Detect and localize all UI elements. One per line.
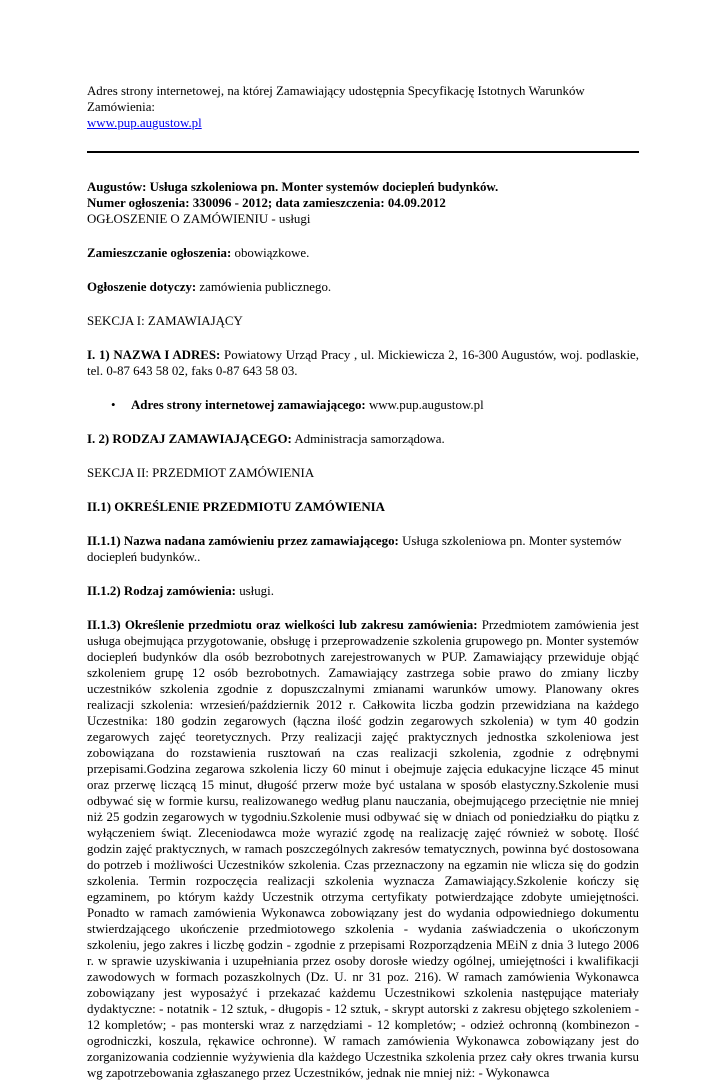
ii13-label: II.1.3) Określenie przedmiotu oraz wielkości lub zakresu zamówienia: (87, 618, 478, 632)
concerns-value: zamówienia publicznego. (199, 280, 332, 294)
ii13-value: Przedmiotem zamówienia jest usługa obejmująca przygotowanie, obsługę i przeprowadzenie szkolenia grupowego pn. Monter systemów dociepleń budynków dla osób bezrobotnych zarejestrowanych w PUP. Zamawiający przewiduje objąć szkoleniem grupę 12 osób bezrobotnych. Zamawiający zastrzega sobie prawo do zmiany liczby uczestników szkolenia zgodnie z dopuszczalnymi zmianami warunków umowy. Planowany okres realizacji szkolenia: wrzesień/październik 2012 r. Całkowita liczba godzin przewidziana na każdego Uczestnika: 180 godzin zegarowych (łączna ilość godzin zegarowych szkolenia) w tym 40 godzin zegarowych zajęć teoretycznych. Przy realizacji zajęć praktycznych jednostka szkoleniowa jest zobowiązana do rozstawienia rusztowań na czas realizacji szkolenia, zgodnie z odrębnymi przepisami.Godzina zegarowa szkolenia liczy 60 minut i obejmuje zajęcia edukacyjne liczące 45 minut oraz przerwę liczącą 15 minut, długość przerw może być ustalana w sposób elastyczny.Szkolenie musi odbywać się w formie kursu, realizowanego według planu nauczania, obejmującego przeciętnie nie mniej niż 25 godzin zegarowych w tygodniu.Szkolenie musi odbywać się w dniach od poniedziałku do piątku z wyłączeniem świąt. Zleceniodawca może wyrazić zgodę na realizację zajęć również w sobotę. Ilość godzin zajęć praktycznych, w ramach poszczególnych zakresów tematycznych, powinna być dostosowana do potrzeb i możliwości Uczestników szkolenia. Czas przeznaczony na egzamin nie wlicza się do godzin szkolenia. Termin rozpoczęcia realizacji szkolenia wyznacza Zamawiający.Szkolenie kończy się egzaminem, po którym każdy Uczestnik otrzyma certyfikaty potwierdzające zdobyte umiejętności. Ponadto w ramach zamówienia Wykonawca zobowiązany jest do wydania odpowiedniego dokumentu stwierdzającego ukończenie przedmiotowego szkolenia - wydania zaświadczenia o ukończonym szkoleniu, jego zakres i liczbę godzin - zgodnie z przepisami Rozporządzenia MEiN z dnia 3 lutego 2006 r. w sprawie uzyskiwania i uzupełniania przez osoby dorosłe wiedzy ogólnej, umiejętności i kwalifikacji zawodowych w formach pozaszkolnych (Dz. U. nr 31 poz. 216). W ramach zamówienia Wykonawca zobowiązany jest wyposażyć i przekazać każdemu Uczestnikowi szkolenia następujące materiały dydaktyczne: - notatnik - 12 sztuk, - długopis - 12 sztuk, - skrypt autorski z zakresu objętego szkoleniem - 12 kompletów; - pas monterski wraz z narzędziami - 12 kompletów; - odzież ochronną (kombinezon - ogrodniczki, koszula, rękawice ochronne). W ramach zamówienia Wykonawca zobowiązany jest do zorganizowania codziennie wyżywienia dla każdego Uczestnika szkolenia przez cały okres trwania kursu wg zapotrzebowania zgłaszanego przez Uczestników, jednak nie mniej niż: - Wykonawca (87, 618, 639, 1080)
ii12-label: II.1.2) Rodzaj zamówienia: (87, 584, 236, 598)
siwz-link[interactable]: www.pup.augustow.pl (87, 116, 202, 130)
website-item (111, 397, 639, 413)
notice-title (87, 179, 639, 227)
i2-value: Administracja samorządowa. (294, 432, 445, 446)
ii1-label: II.1) OKREŚLENIE PRZEDMIOTU ZAMÓWIENIA (87, 500, 385, 514)
concerns-label: Ogłoszenie dotyczy: (87, 280, 197, 294)
placement-row (87, 245, 639, 261)
title-line-3: OGŁOSZENIE O ZAMÓWIENIU - usługi (87, 212, 311, 226)
horizontal-rule (87, 151, 639, 153)
title-line-2: Numer ogłoszenia: 330096 - 2012; data zamieszczenia: 04.09.2012 (87, 196, 446, 210)
section-2-heading: SEKCJA II: PRZEDMIOT ZAMÓWIENIA (87, 466, 315, 480)
concerns-row (87, 279, 639, 295)
i1-label: I. 1) NAZWA I ADRES: (87, 348, 221, 362)
website-list (87, 397, 639, 413)
i1-value: Powiatowy Urząd Pracy , ul. Mickiewicza 2, 16-300 Augustów, woj. podlaskie, tel. 0-87 643 58 02, faks 0-87 643 58 03. (87, 348, 639, 378)
document-page (87, 83, 639, 1081)
i1-row (87, 347, 639, 379)
bullet-icon: • (111, 398, 116, 412)
ii12-value: usługi. (239, 584, 274, 598)
ii11-label: II.1.1) Nazwa nadana zamówieniu przez zamawiającego: (87, 534, 399, 548)
website-value: www.pup.augustow.pl (368, 398, 484, 412)
i2-label: I. 2) RODZAJ ZAMAWIAJĄCEGO: (87, 432, 292, 446)
ii1-heading (87, 499, 639, 515)
ii11-row (87, 533, 639, 565)
title-line-1: Augustów: Usługa szkoleniowa pn. Monter systemów dociepleń budynków. (87, 180, 499, 194)
intro-sentence: Adres strony internetowej, na której Zamawiający udostępnia Specyfikację Istotnych Warunków Zamówienia: (87, 84, 585, 114)
placement-value: obowiązkowe. (234, 246, 310, 260)
website-label: Adres strony internetowej zamawiającego: (131, 398, 366, 412)
section-1-heading: SEKCJA I: ZAMAWIAJĄCY (87, 314, 243, 328)
intro-text (87, 83, 639, 131)
ii11-value: Usługa szkoleniowa pn. Monter systemów dociepleń budynków.. (87, 534, 622, 564)
i2-row (87, 431, 639, 447)
ii12-row (87, 583, 639, 599)
ii13-row (87, 617, 639, 1081)
placement-label: Zamieszczanie ogłoszenia: (87, 246, 232, 260)
